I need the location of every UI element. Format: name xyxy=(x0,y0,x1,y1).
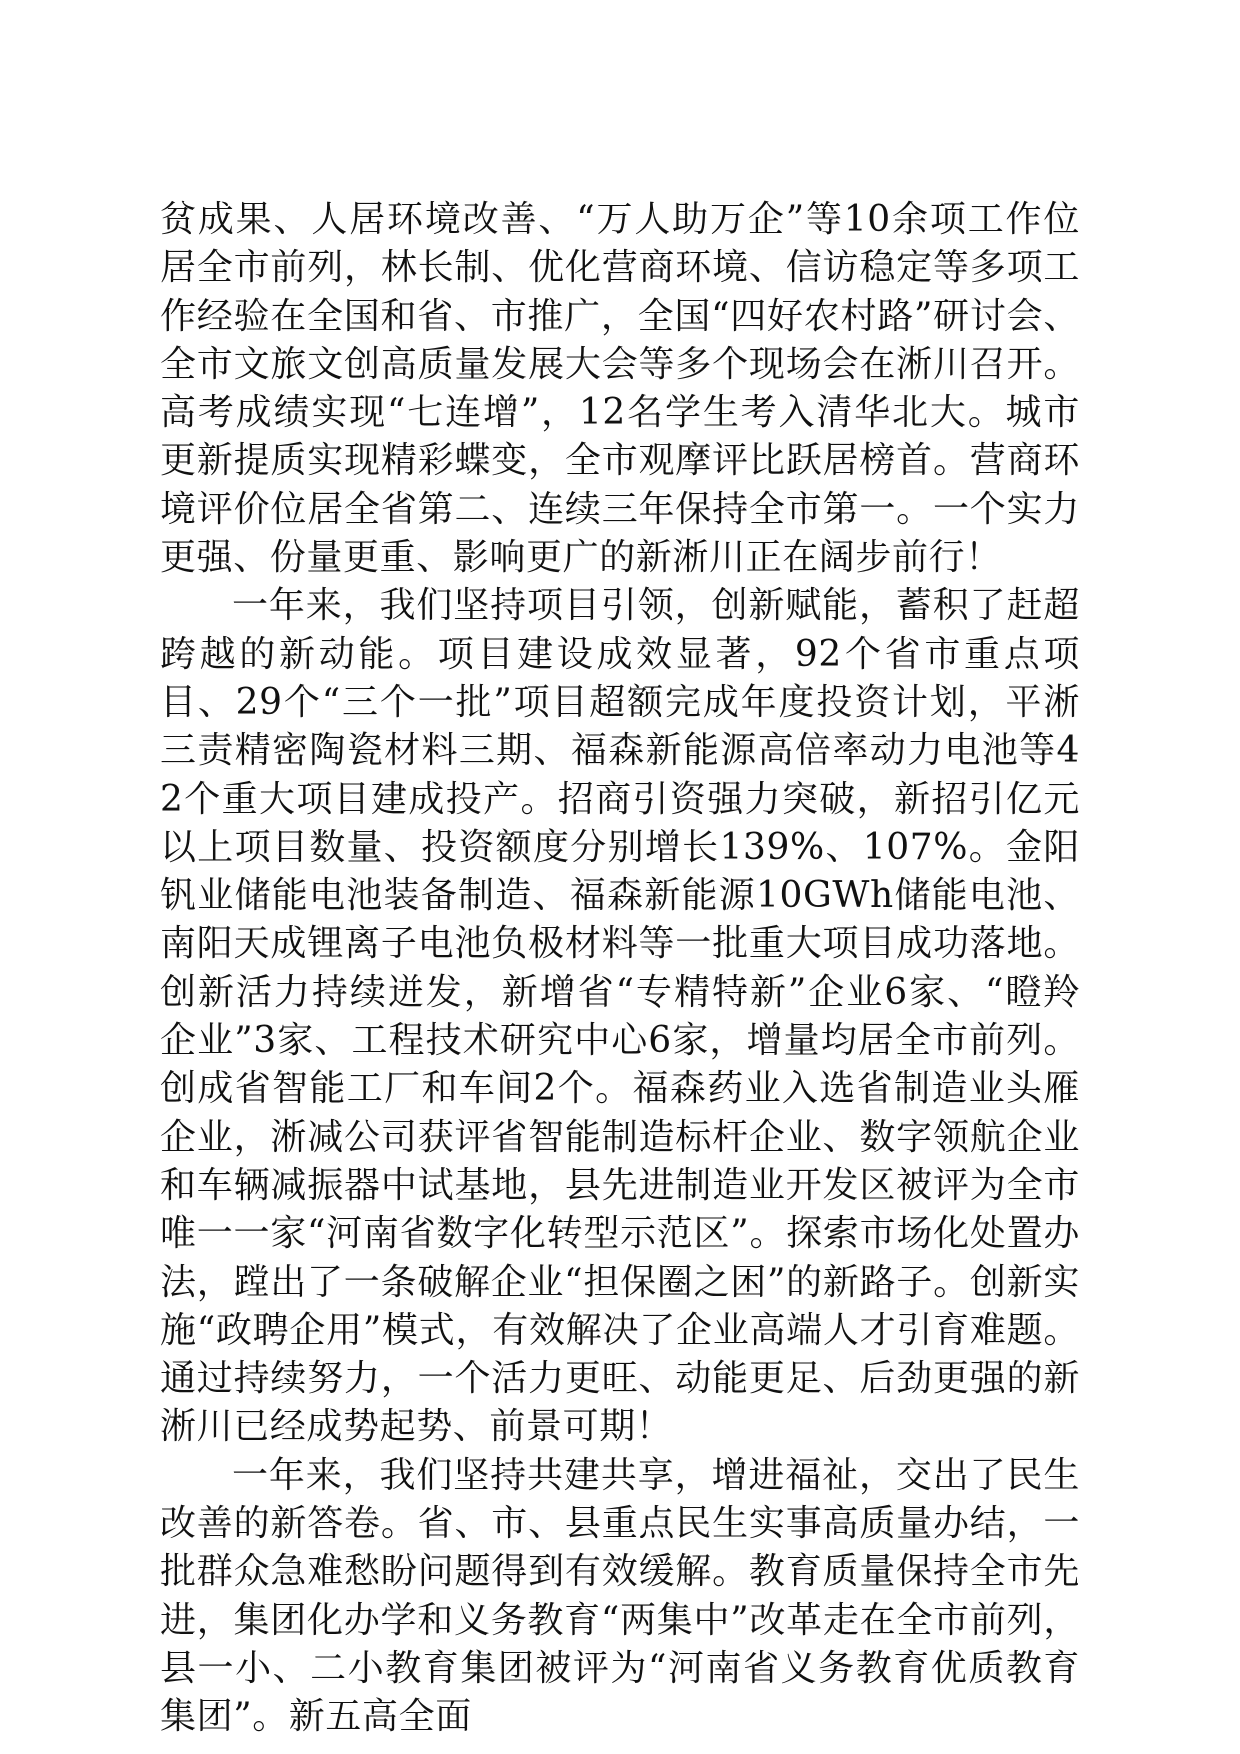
paragraph-3: 一年来，我们坚持共建共享，增进福祉，交出了民生改善的新答卷。省、市、县重点民生实事高质量办结，一批群众急难愁盼问题得到有效缓解。教育质量保持全市先进，集团化办学和义务教育“两集中”改革走在全市前列，县一小、二小教育集团被评为“河南省义务教育优质教育集团”。新五高全面 xyxy=(160,1454,1080,1738)
paragraph-1: 贫成果、人居环境改善、“万人助万企”等10余项工作位居全市前列，林长制、优化营商环境、信访稳定等多项工作经验在全国和省、市推广，全国“四好农村路”研讨会、全市文旅文创高质量发展大会等多个现场会在淅川召开。高考成绩实现“七连增”，12名学生考入清华北大。城市更新提质实现精彩蝶变，全市观摩评比跃居榜首。营商环境评价位居全省第二、连续三年保持全市第一。一个实力更强、份量更重、影响更广的新淅川正在阔步前行！ xyxy=(160,199,1080,579)
paragraph-2: 一年来，我们坚持项目引领，创新赋能，蓄积了赶超跨越的新动能。项目建设成效显著，92个省市重点项目、29个“三个一批”项目超额完成年度投资计划，平淅三责精密陶瓷材料三期、福森新能源高倍率动力电池等42个重大项目建成投产。招商引资强力突破，新招引亿元以上项目数量、投资额度分别增长139%、107%。金阳钒业储能电池装备制造、福森新能源10GWh储能电池、南阳天成锂离子电池负极材料等一批重大项目成功落地。创新活力持续迸发，新增省“专精特新”企业6家、“瞪羚企业”3家、工程技术研究中心6家，增量均居全市前列。创成省智能工厂和车间2个。福森药业入选省制造业头雁企业，淅减公司获评省智能制造标杆企业、数字领航企业和车辆减振器中试基地，县先进制造业开发区被评为全市唯一一家“河南省数字化转型示范区”。探索市场化处置办法，蹚出了一条破解企业“担保圈之困”的新路子。创新实施“政聘企用”模式，有效解决了企业高端人才引育难题。通过持续努力，一个活力更旺、动能更足、后劲更强的新淅川已经成势起势、前景可期！ xyxy=(160,585,1080,1448)
document-page xyxy=(160,196,1080,1742)
